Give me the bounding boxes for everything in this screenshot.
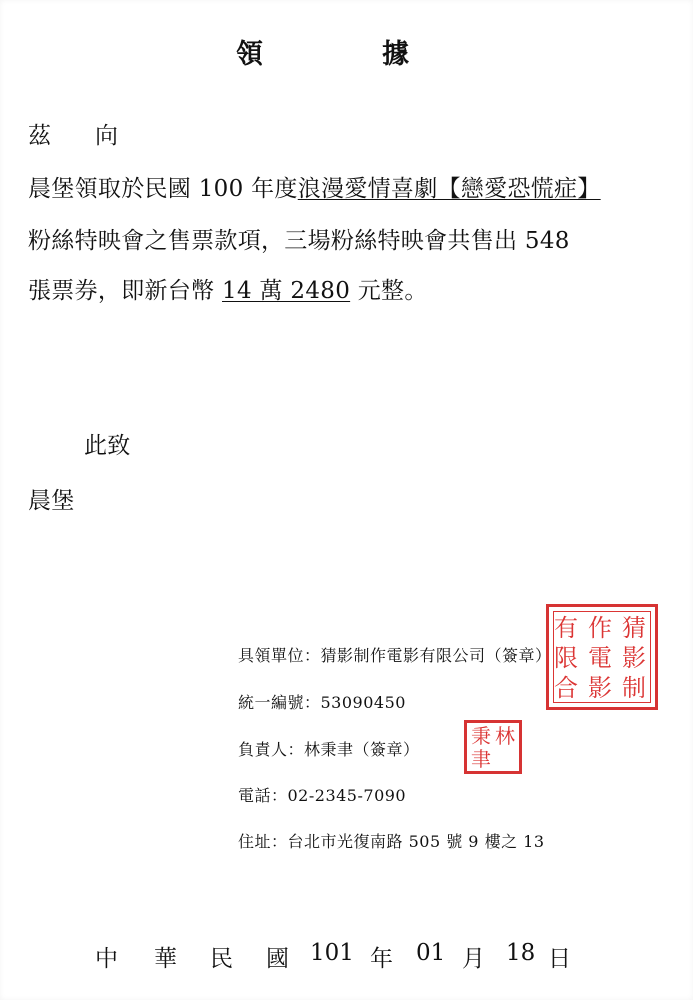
amount: 14 萬 2480 [222,278,351,304]
addressee-prefix-1: 茲 [28,123,51,149]
date-month: 01 [416,940,446,966]
date-day-unit: 日 [548,946,571,972]
person-seal-stamp: 林 秉 聿 [464,720,522,774]
body-line-1-text: 晨堡領取於民國 100 年度 [28,176,298,202]
date-year: 101 [310,940,354,966]
date-year-unit: 年 [370,946,393,972]
issuer-address: 住址：台北市光復南路 505 號 9 樓之 13 [238,832,545,851]
movie-genre: 浪漫愛情喜劇 [297,176,438,202]
date-era-1: 中 [95,946,118,972]
date-era-4: 國 [266,946,289,972]
closing-phrase: 此致 [84,433,131,459]
issuer-unit: 具領單位：猜影制作電影有限公司（簽章） [238,646,552,665]
issuer-tax-id: 統一編號：53090450 [238,693,406,712]
issuer-person: 負責人：林秉聿（簽章） [238,740,420,759]
closing-recipient: 晨堡 [28,488,75,514]
document-title-char-2: 據 [382,39,409,70]
body-line-3-suffix: 元整。 [350,278,428,304]
document-title-char-1: 領 [236,39,263,70]
date-month-unit: 月 [462,946,485,972]
date-era-3: 民 [210,946,233,972]
date-day: 18 [506,940,536,966]
body-line-2: 粉絲特映會之售票款項，三場粉絲特映會共售出 548 [28,228,570,254]
issuer-phone: 電話：02-2345-7090 [238,786,407,805]
body-line-3-text: 張票券，即新台幣 [28,278,223,304]
movie-title: 【戀愛恐慌症】 [437,176,601,202]
date-era-2: 華 [154,946,177,972]
body-line-1 [28,170,601,203]
addressee-prefix-2: 向 [95,123,118,149]
company-seal-stamp: 猜 影 制 作 電 影 有 限 合 [546,604,658,710]
body-line-3 [28,272,428,305]
